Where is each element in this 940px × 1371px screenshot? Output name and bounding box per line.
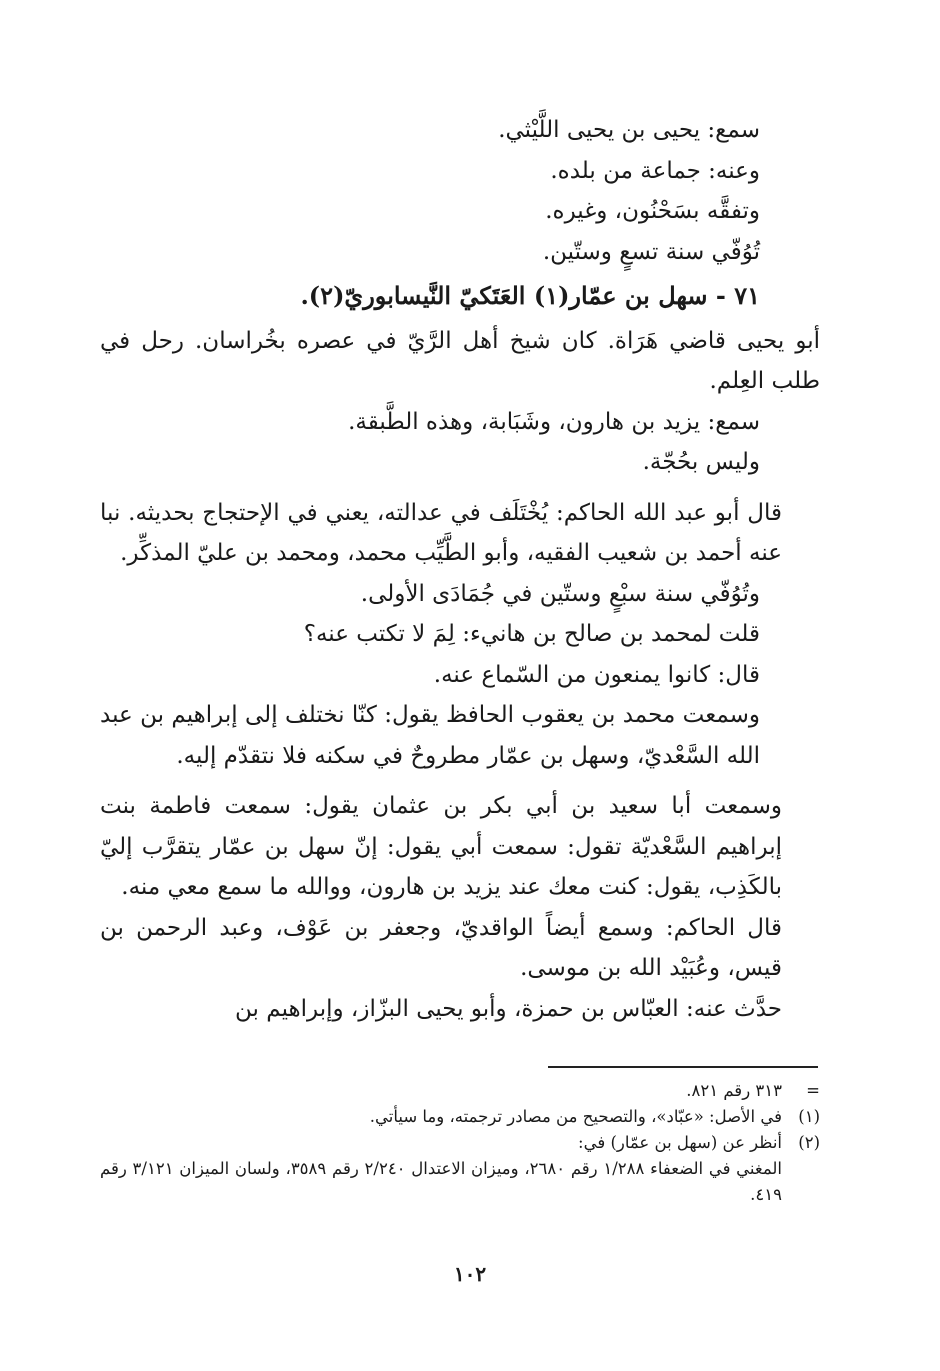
text-line: وتفقَّه بسَحْنُون، وغيره. (545, 198, 760, 224)
footnote-text: في الأصل: «عبّاد»، والتصحيح من مصادر ترجمته، وما سيأتي. (369, 1107, 782, 1126)
footnote (100, 1104, 820, 1130)
footnote (100, 1156, 820, 1208)
text-line: سمع: يحيى بن يحيى اللَّيْثي. (498, 117, 760, 143)
text-line: وعنه: جماعة من بلده. (550, 157, 760, 184)
text-paragraph: قال أبو عبد الله الحاكم: يُخْتَلَف في عدالته، يعني في الإحتجاج بحديثه. نبا عنه أحمد بن شعيب الفقيه، وأبو الطَّيِّب محمد، ومحمد بن عليّ المذكِّر. (100, 499, 782, 566)
footnote-text: أنظر عن (سهل بن عمّار) في: (578, 1133, 782, 1152)
footnote-text: ٣١٣ رقم ٨٢١. (686, 1081, 782, 1100)
footnotes (100, 1078, 820, 1208)
text-paragraph: وسمعت محمد بن يعقوب الحافظ يقول: كنّا نختلف إلى إبراهيم بن عبد الله السَّعْديّ، وسهل بن عمّار مطروحٌ في سكنه فلا نتقدّم إليه. (100, 702, 760, 769)
footnote (100, 1078, 820, 1104)
footnote-number: (٢) (798, 1133, 820, 1152)
text-line: قال: كانوا يمنعون من السّماع عنه. (433, 661, 760, 688)
entry-heading: ٧١ - سهل بن عمّار(١) العَتَكيّ النَّيسابوريّ(٢). (300, 281, 760, 310)
footnote-number (782, 1156, 820, 1208)
text-paragraph: وسمعت أبا سعيد بن أبي بكر بن عثمان يقول: سمعت فاطمة بنت إبراهيم السَّعْديّة تقول: سمعت أبي يقول: إنّ سهل بن عمّار يتقرَّب إليّ بالكَذِب، يقول: كنت معك عند يزيد بن هارون، ووالله ما سمع معي منه. (100, 793, 782, 900)
text-line: وتُوُفّي سنة سبْعٍ وستّين في جُمَادَى الأولى. (360, 580, 760, 607)
text-line: وليس بحُجّة. (642, 449, 760, 475)
text-paragraph: قال الحاكم: وسمع أيضاً الواقديّ، وجعفر بن عَوْف، وعبد الرحمن بن قيس، وعُبَيْد الله بن موسى. (100, 914, 782, 981)
footnote-number: = (806, 1081, 820, 1100)
text-paragraph: أبو يحيى قاضي هَرَاة. كان شيخ أهل الرَّيّ في عصره بخُراسان. رحل في طلب العِلم. (100, 327, 820, 394)
footnote-text: المغني في الضعفاء ١/٢٨٨ رقم ٢٦٨٠، وميزان الاعتدال ٢/٢٤٠ رقم ٣٥٨٩، ولسان الميزان ٣/١٢١ رقم ٤١٩. (100, 1159, 783, 1204)
footnote-number: (١) (798, 1107, 820, 1126)
text-line: قلت لمحمد بن صالح بن هانيء: لِمَ لا تكتب عنه؟ (303, 621, 760, 647)
main-text (100, 110, 820, 1029)
text-line: تُوُفّي سنة تسعٍ وستّين. (542, 238, 760, 265)
text-line: سمع: يزيد بن هارون، وشَبَابة، وهذه الطَّبقة. (348, 408, 760, 435)
footnote (100, 1130, 820, 1156)
text-paragraph: حدَّث عنه: العبّاس بن حمزة، وأبو يحيى البزّاز، وإبراهيم بن (235, 995, 782, 1022)
footnote-separator (548, 1066, 818, 1068)
page-number: ١٠٢ (453, 1262, 487, 1286)
